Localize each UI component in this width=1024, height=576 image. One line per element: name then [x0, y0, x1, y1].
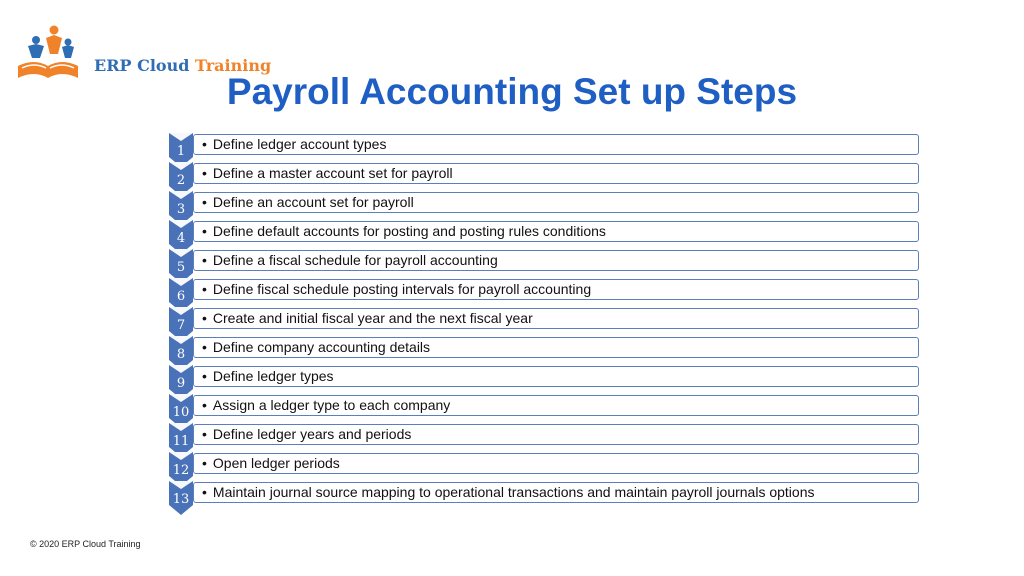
step-number: 8	[176, 347, 186, 362]
step-text: Assign a ledger type to each company	[212, 397, 451, 413]
step-box	[193, 250, 919, 271]
bullet-icon: •	[202, 252, 207, 268]
bullet-icon: •	[202, 310, 207, 326]
copyright-footer: © 2020 ERP Cloud Training	[30, 539, 141, 549]
step-item	[169, 394, 919, 423]
step-number: 12	[172, 463, 190, 478]
step-item	[169, 365, 919, 394]
bullet-icon: •	[202, 455, 207, 471]
step-box	[193, 453, 919, 474]
step-box	[193, 308, 919, 329]
step-box	[193, 395, 919, 416]
step-text: Define default accounts for posting and posting rules conditions	[212, 223, 606, 239]
step-number: 4	[176, 231, 186, 246]
bullet-icon: •	[202, 223, 207, 239]
step-text: Create and initial fiscal year and the next fiscal year	[212, 310, 533, 326]
step-box	[193, 134, 919, 155]
bullet-icon: •	[202, 397, 207, 413]
step-box	[193, 424, 919, 445]
step-number: 10	[172, 405, 190, 420]
bullet-icon: •	[202, 339, 207, 355]
step-text: Define fiscal schedule posting intervals for payroll accounting	[212, 281, 592, 297]
step-text: Define a master account set for payroll	[212, 165, 453, 181]
step-number: 5	[176, 260, 186, 275]
step-number: 7	[176, 318, 186, 333]
step-item	[169, 249, 919, 278]
step-item	[169, 336, 919, 365]
bullet-icon: •	[202, 165, 207, 181]
step-box	[193, 366, 919, 387]
step-box	[193, 337, 919, 358]
step-text: Define company accounting details	[212, 339, 431, 355]
bullet-icon: •	[202, 136, 207, 152]
step-text: Define a fiscal schedule for payroll accounting	[212, 252, 498, 268]
step-number: 13	[172, 492, 190, 507]
step-item	[169, 133, 919, 162]
bullet-icon: •	[202, 426, 207, 442]
step-item	[169, 191, 919, 220]
step-item	[169, 162, 919, 191]
step-number: 1	[176, 144, 186, 159]
bullet-icon: •	[202, 484, 207, 500]
bullet-icon: •	[202, 281, 207, 297]
step-text: Maintain journal source mapping to operational transactions and maintain payroll journals options	[212, 484, 815, 500]
step-number: 9	[176, 376, 186, 391]
step-number: 3	[176, 202, 186, 217]
step-box	[193, 279, 919, 300]
step-item	[169, 278, 919, 307]
step-number: 11	[172, 434, 190, 449]
step-number: 6	[176, 289, 186, 304]
logo-text-part1: ERP Cloud	[94, 56, 190, 75]
step-text: Define an account set for payroll	[212, 194, 414, 210]
step-box	[193, 482, 919, 503]
step-box	[193, 221, 919, 242]
step-item	[169, 307, 919, 336]
step-text: Define ledger years and periods	[212, 426, 412, 442]
logo-text-part2: Training	[194, 56, 272, 75]
step-text: Define ledger account types	[212, 136, 387, 152]
step-text: Open ledger periods	[212, 455, 340, 471]
step-item	[169, 452, 919, 481]
steps-list	[169, 133, 919, 510]
page-title: Payroll Accounting Set up Steps	[226, 71, 798, 112]
step-item	[169, 220, 919, 249]
step-item	[169, 481, 919, 510]
step-box	[193, 192, 919, 213]
step-number: 2	[176, 173, 186, 188]
bullet-icon: •	[202, 368, 207, 384]
step-text: Define ledger types	[212, 368, 334, 384]
bullet-icon: •	[202, 194, 207, 210]
step-box	[193, 163, 919, 184]
step-item	[169, 423, 919, 452]
